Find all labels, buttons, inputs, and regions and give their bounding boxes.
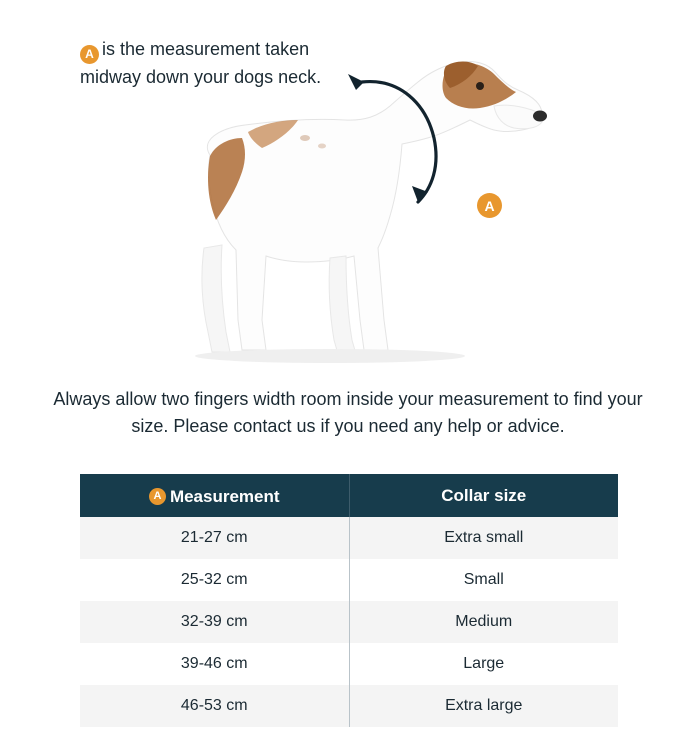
table-row [80, 601, 618, 643]
advice-paragraph: Always allow two fingers width room inside your measurement to find your size. Please contact us if you need any help or advice. [53, 389, 643, 436]
table-header-row [80, 474, 618, 517]
cell-collar-size: Medium [349, 601, 618, 643]
cell-measurement: 32-39 cm [80, 601, 349, 643]
size-table [80, 474, 618, 727]
table-row [80, 517, 618, 559]
measurement-note-text: is the measurement taken midway down your dogs neck. [80, 39, 322, 87]
header-measurement-label: Measurement [169, 486, 280, 506]
cell-collar-size: Extra small [349, 517, 618, 559]
size-table-body [80, 517, 618, 727]
size-table-head [80, 474, 618, 517]
cell-measurement: 25-32 cm [80, 559, 349, 601]
table-row [80, 643, 618, 685]
cell-collar-size: Large [349, 643, 618, 685]
cell-collar-size: Small [349, 559, 618, 601]
cell-measurement: 46-53 cm [80, 685, 349, 727]
dog-side-profile-icon [150, 20, 570, 370]
measurement-badge-icon: A [80, 45, 99, 64]
header-measurement [80, 474, 349, 517]
measurement-point-badge-icon: A [477, 193, 502, 218]
cell-collar-size: Extra large [349, 685, 618, 727]
cell-measurement: 21-27 cm [80, 517, 349, 559]
dog-illustration [0, 20, 696, 370]
cell-measurement: 39-46 cm [80, 643, 349, 685]
measurement-header-badge-icon: A [149, 488, 166, 505]
table-row [80, 685, 618, 727]
header-collar-size: Collar size [349, 474, 618, 517]
size-table-wrapper [80, 474, 618, 727]
table-row [80, 559, 618, 601]
